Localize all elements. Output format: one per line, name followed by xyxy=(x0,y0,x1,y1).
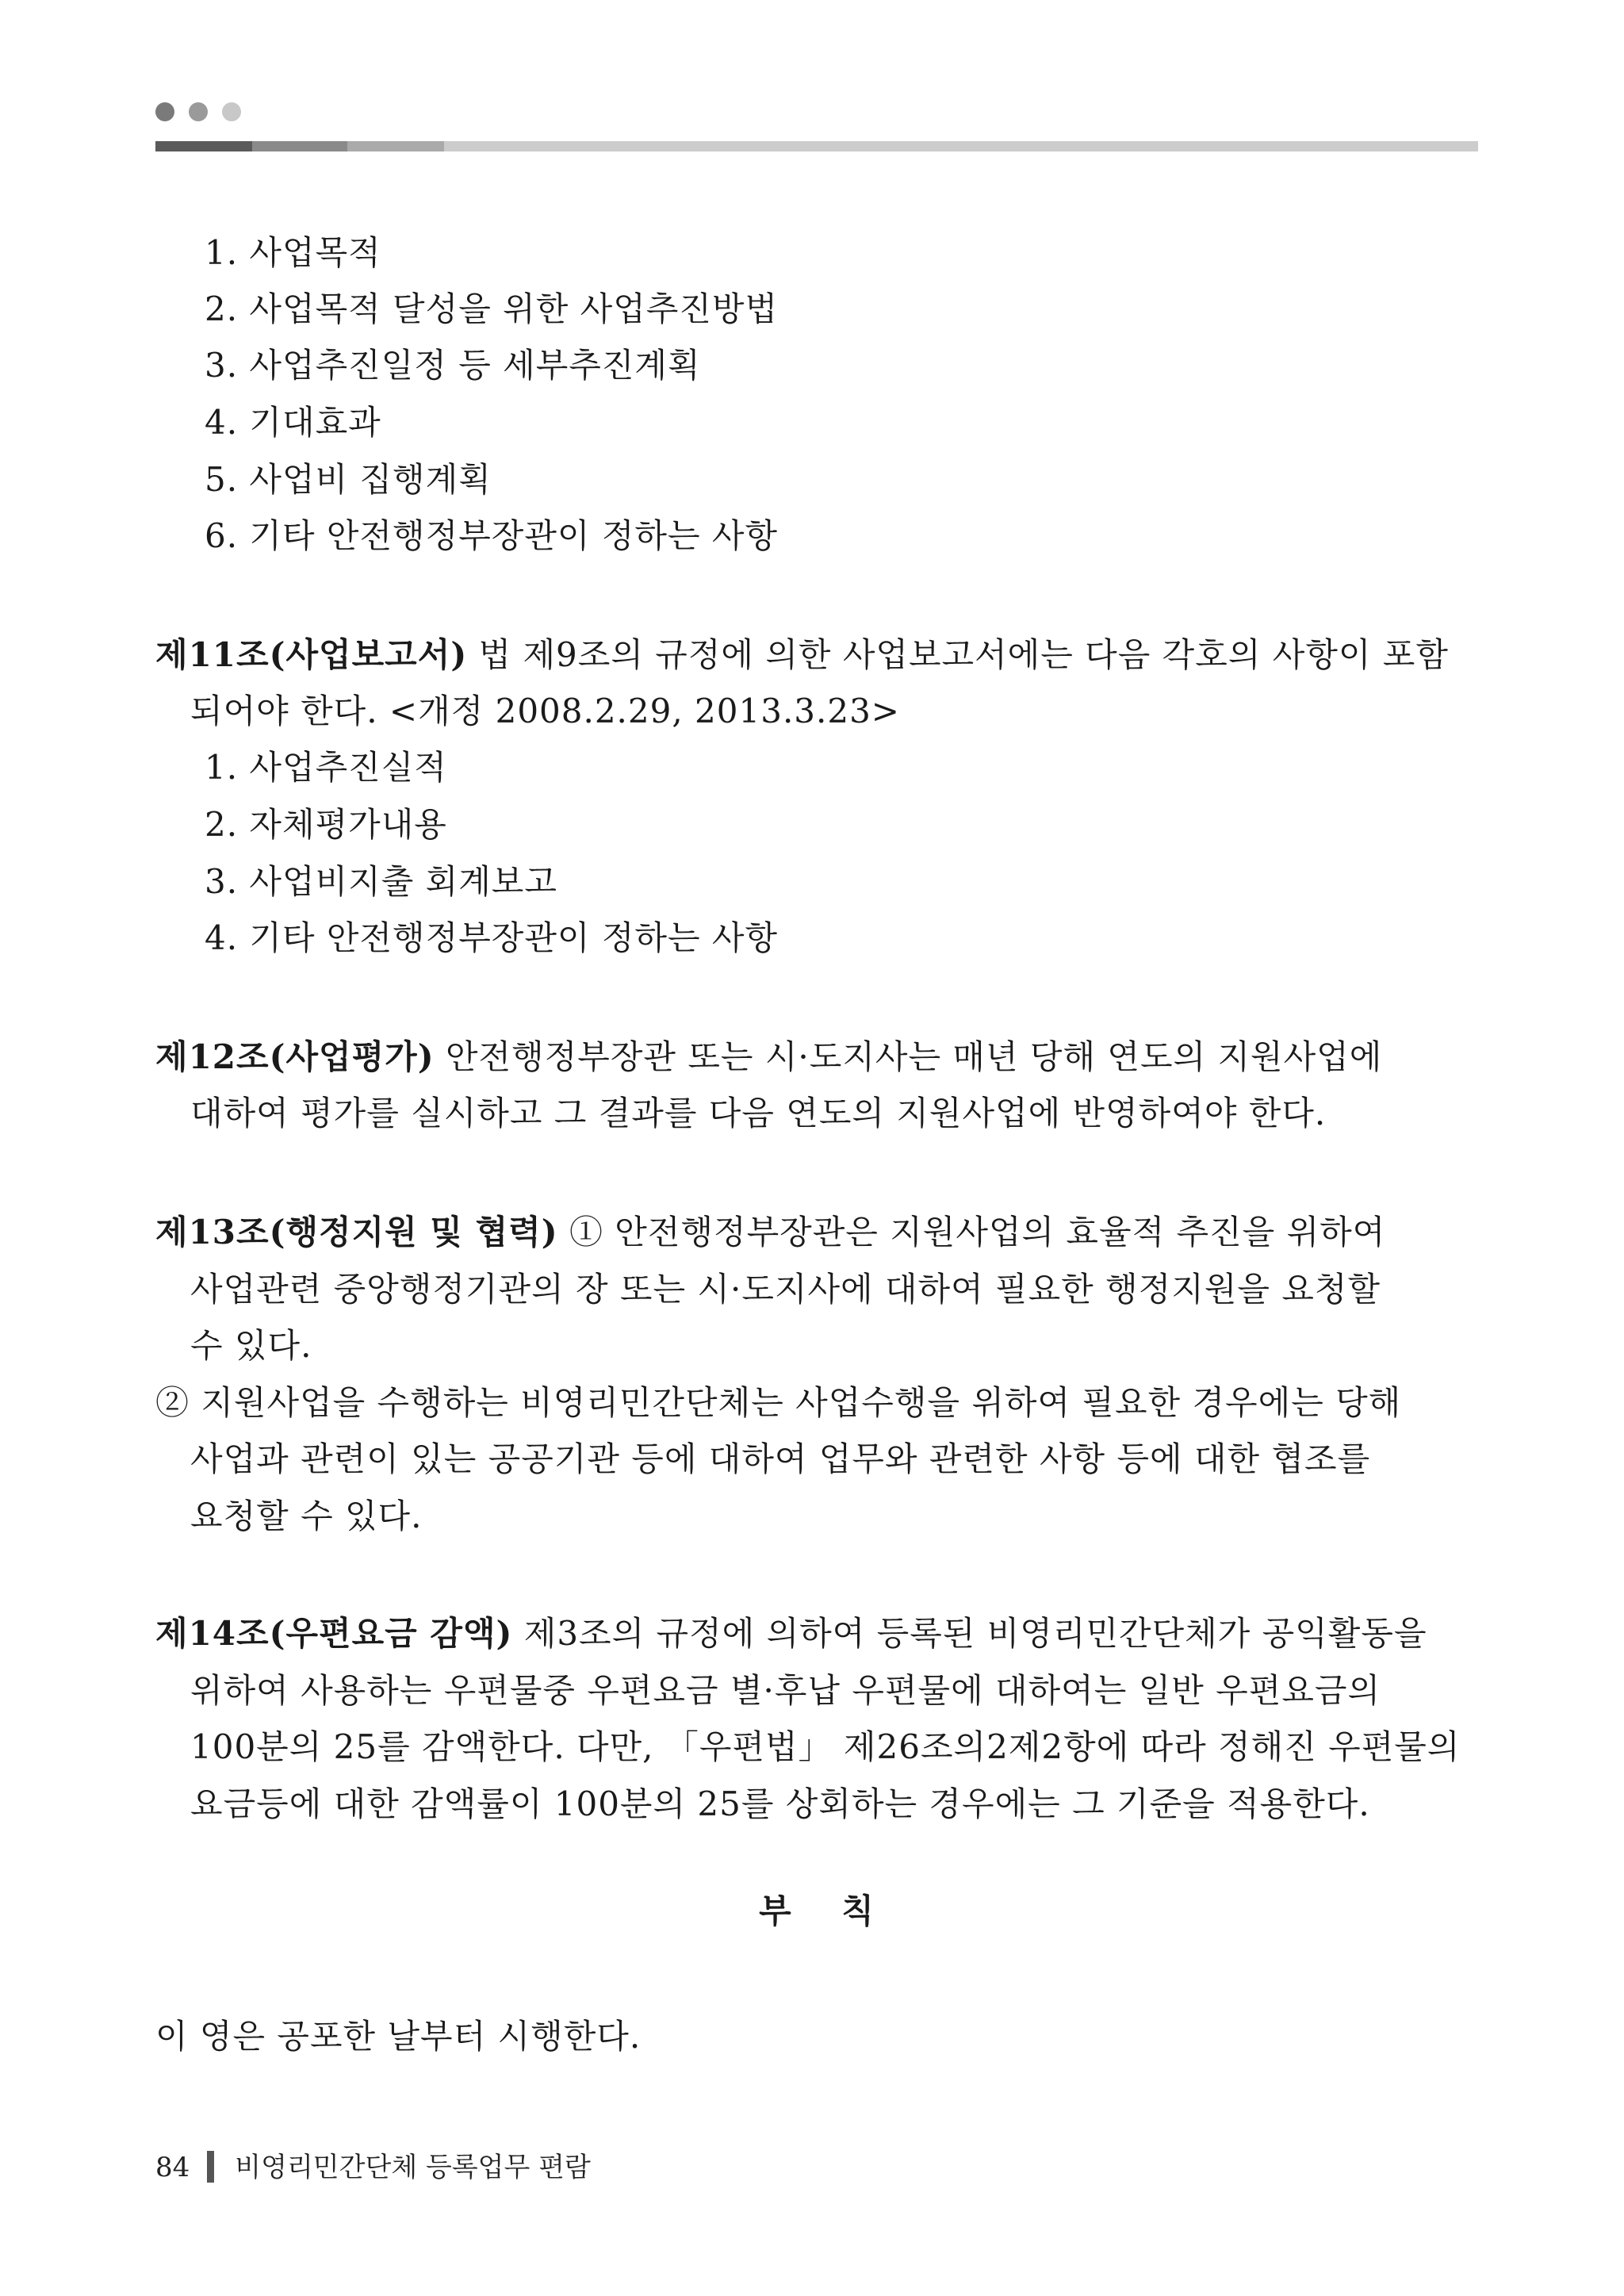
article-13-text-cont: 사업관련 중앙행정기관의 장 또는 시·도지사에 대하여 필요한 행정지원을 요청할 xyxy=(190,1270,1381,1309)
footer-title: 비영리민간단체 등록업무 편람 xyxy=(235,2152,591,2183)
article-13-paragraph-2-cont: 요청할 수 있다. xyxy=(190,1497,423,1535)
list-item: 2. 자체평가내용 xyxy=(205,805,447,844)
article-13-title: 제13조(행정지원 및 협력) xyxy=(155,1213,558,1251)
page-number: 84 xyxy=(155,2152,190,2183)
article-14-text-cont: 100분의 25를 감액한다. 다만, 「우편법」 제26조의2제2항에 따라 정해진 우편물의 xyxy=(190,1727,1461,1766)
article-12-title: 제12조(사업평가) xyxy=(155,1037,435,1076)
header-dot-3 xyxy=(222,102,241,121)
page-footer xyxy=(155,2149,591,2186)
addendum-text: 이 영은 공포한 날부터 시행한다. xyxy=(155,2017,642,2056)
list-item: 6. 기타 안전행정부장관이 정하는 사항 xyxy=(205,516,779,555)
article-11-text: 법 제9조의 규정에 의한 사업보고서에는 다음 각호의 사항이 포함 xyxy=(467,635,1449,674)
header-dot-1 xyxy=(155,102,174,121)
list-item: 4. 기타 안전행정부장관이 정하는 사항 xyxy=(205,918,779,957)
addendum-heading: 부 칙 xyxy=(759,1892,875,1930)
article-12 xyxy=(155,1035,1382,1079)
list-item: 1. 사업추진실적 xyxy=(205,748,447,787)
article-14 xyxy=(155,1612,1427,1656)
article-11-title: 제11조(사업보고서) xyxy=(155,635,468,674)
article-13 xyxy=(155,1210,1385,1255)
header-bar-segment-1 xyxy=(155,141,252,151)
article-12-text: 안전행정부장관 또는 시·도지사는 매년 당해 연도의 지원사업에 xyxy=(434,1037,1383,1076)
article-13-paragraph-2: ② 지원사업을 수행하는 비영리민간단체는 사업수행을 위하여 필요한 경우에는 당해 xyxy=(155,1383,1402,1422)
list-item: 3. 사업추진일정 등 세부추진계획 xyxy=(205,346,701,385)
header-dot-2 xyxy=(189,102,208,121)
article-11 xyxy=(155,633,1449,677)
article-12-text-cont: 대하여 평가를 실시하고 그 결과를 다음 연도의 지원사업에 반영하여야 한다. xyxy=(190,1094,1327,1133)
article-14-title: 제14조(우편요금 감액) xyxy=(155,1614,513,1653)
article-13-text: ① 안전행정부장관은 지원사업의 효율적 추진을 위하여 xyxy=(557,1213,1386,1251)
header-bar-segment-4 xyxy=(444,141,1478,151)
header-bar-segment-2 xyxy=(252,141,347,151)
article-14-text-cont: 위하여 사용하는 우편물중 우편요금 별·후납 우편물에 대하여는 일반 우편요금의 xyxy=(190,1671,1381,1710)
article-11-text-cont: 되어야 한다. <개정 2008.2.29, 2013.3.23> xyxy=(190,692,900,730)
footer-divider xyxy=(207,2151,214,2183)
article-14-text-cont: 요금등에 대한 감액률이 100분의 25를 상회하는 경우에는 그 기준을 적용한다. xyxy=(190,1784,1370,1823)
list-item: 4. 기대효과 xyxy=(205,403,381,442)
list-item: 1. 사업목적 xyxy=(205,233,381,272)
article-13-text-cont: 수 있다. xyxy=(190,1326,312,1365)
list-item: 2. 사업목적 달성을 위한 사업추진방법 xyxy=(205,289,779,328)
list-item: 5. 사업비 집행계획 xyxy=(205,460,492,499)
article-13-paragraph-2-cont: 사업과 관련이 있는 공공기관 등에 대하여 업무와 관련한 사항 등에 대한 협조를 xyxy=(190,1439,1371,1478)
list-item: 3. 사업비지출 회계보고 xyxy=(205,862,557,901)
header-bar-segment-3 xyxy=(347,141,444,151)
header-bar xyxy=(155,141,1478,151)
article-14-text: 제3조의 규정에 의하여 등록된 비영리민간단체가 공익활동을 xyxy=(512,1614,1427,1653)
